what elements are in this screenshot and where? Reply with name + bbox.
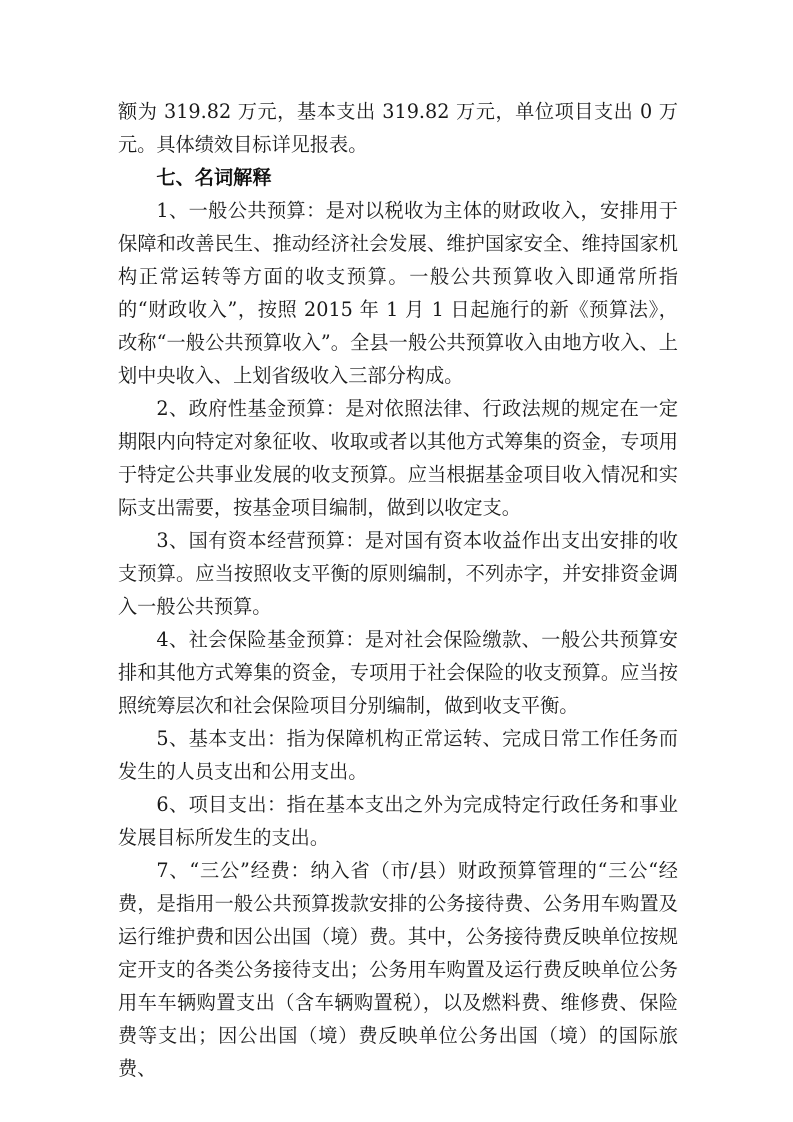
definition-paragraph-5 [118, 722, 678, 788]
definition-body: 指在基本支出之外为完成特定行政任务和事业发展目标所发生的支出。 [118, 793, 678, 849]
definition-body: 指为保障机构正常运转、完成日常工作任务而发生的人员支出和公用支出。 [118, 727, 678, 783]
definition-term: 4、社会保险基金预算： [156, 628, 365, 651]
definition-term: 5、基本支出： [156, 727, 287, 750]
definition-paragraph-3 [118, 524, 678, 623]
definition-body: 纳入省（市/县）财政预算管理的“三公“经费，是指用一般公共预算拨款安排的公务接待费、公务用车购置及运行维护费和因公出国（境）费。其中，公务接待费反映单位按规定开支的各类公务接待支出；公务用车购置及运行费反映单位公务用车车辆购置支出（含车辆购置税），以及燃料费、维修费、保险费等支出；因公出国（境）费反映单位公务出国（境）的国际旅费、 [118, 859, 678, 1080]
definition-term: 6、项目支出： [156, 793, 287, 816]
definition-term: 2、政府性基金预算： [156, 397, 346, 420]
section-heading: 七、名词解释 [156, 166, 272, 189]
definition-paragraph-7 [118, 854, 678, 1085]
definition-body: 是对国有资本收益作出支出安排的收支预算。应当按照收支平衡的原则编制，不列赤字，并安排资金调入一般公共预算。 [118, 529, 678, 618]
intro-paragraph: 额为 319.82 万元，基本支出 319.82 万元，单位项目支出 0 万元。具体绩效目标详见报表。 [118, 100, 678, 156]
document-body [118, 95, 678, 1085]
definition-paragraph-4 [118, 623, 678, 722]
definition-body: 是对依照法律、行政法规的规定在一定期限内向特定对象征收、收取或者以其他方式筹集的资金，专项用于特定公共事业发展的收支预算。应当根据基金项目收入情况和实际支出需要，按基金项目编制，做到以收定支。 [118, 397, 679, 519]
definition-paragraph-2 [118, 392, 678, 524]
definition-term: 3、国有资本经营预算： [156, 529, 365, 552]
definition-paragraph-6 [118, 788, 678, 854]
definition-paragraph-1 [118, 194, 678, 392]
definition-term: 7、“三公”经费： [156, 859, 311, 882]
definition-body: 是对社会保险缴款、一般公共预算安排和其他方式筹集的资金，专项用于社会保险的收支预算。应当按照统筹层次和社会保险项目分别编制，做到收支平衡。 [118, 628, 678, 717]
definition-term: 1、一般公共预算： [156, 199, 326, 222]
definition-body: 是对以税收为主体的财政收入，安排用于保障和改善民生、推动经济社会发展、维护国家安全、维持国家机构正常运转等方面的收支预算。一般公共预算收入即通常所指的“财政收入”，按照 2015 年 1 月 1 日起施行的新《预算法》，改称“一般公共预算收入”。全县一般公共预算收入由地方收入、上划中央收入、上划省级收入三部分构成。 [118, 199, 678, 387]
